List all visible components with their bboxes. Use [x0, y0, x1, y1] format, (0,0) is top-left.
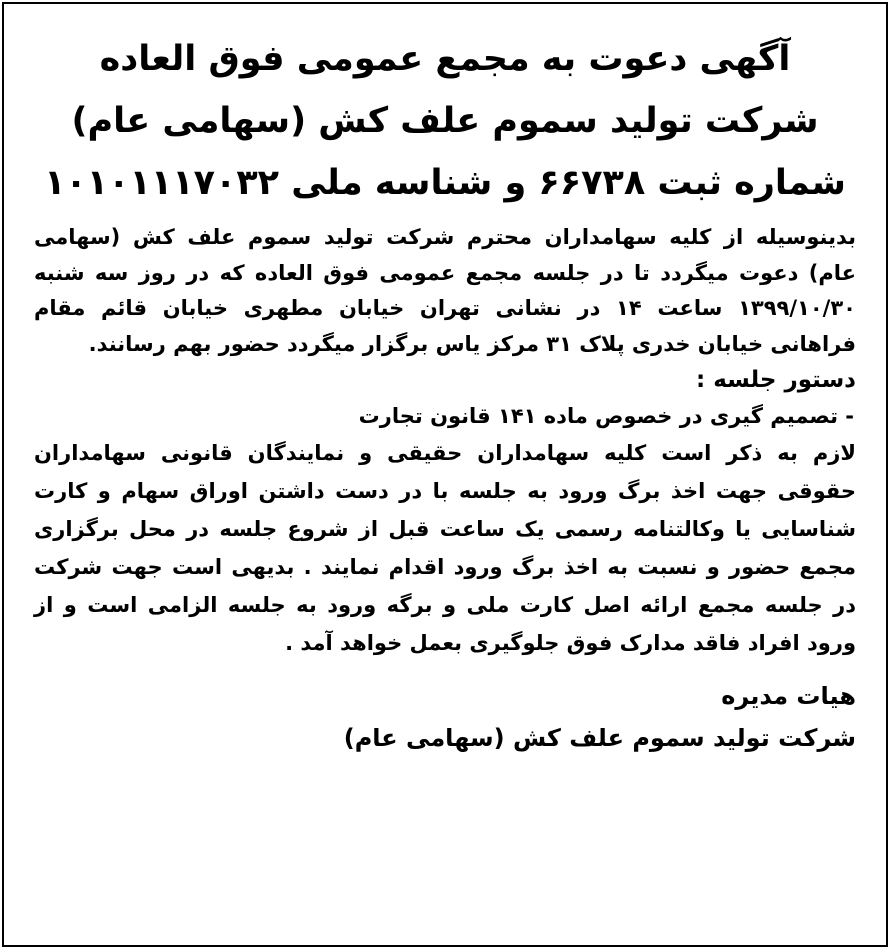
company-name-heading: شرکت تولید سموم علف کش (سهامی عام) [71, 101, 819, 141]
signature-board: هیات مدیره [721, 682, 856, 711]
invitation-paragraph: بدینوسیله از کلیه سهامداران محترم شرکت تولید سموم علف کش (سهامی عام) دعوت میگردد تا در جلسه مجمع عمومی فوق العاده که در روز سه شنبه ۱۳۹۹/۱۰/۳۰ ساعت ۱۴ در نشانی تهران خیابان مطهری خیابان قائم مقام فراهانی خیابان خدری پلاک ۳۱ مرکز یاس برگزار میگردد حضور بهم رسانند. [34, 225, 856, 356]
registration-number-heading: شماره ثبت ۶۶۷۳۸ و شناسه ملی ۱۰۱۰۱۱۱۷۰۳۲ [44, 163, 846, 203]
agenda-title: دستور جلسه : [695, 367, 856, 394]
agenda-item: - تصمیم گیری در خصوص ماده ۱۴۱ قانون تجارت [358, 404, 854, 429]
signature-company: شرکت تولید سموم علف کش (سهامی عام) [343, 724, 856, 753]
notice-title: آگهی دعوت به مجمع عمومی فوق العاده [99, 39, 791, 79]
requirements-paragraph: لازم به ذکر است کلیه سهامداران حقیقی و نمایندگان قانونی سهامداران حقوقی جهت اخذ برگ ورود به جلسه با در دست داشتن اوراق سهام و کارت شناسایی یا وکالتنامه رسمی یک ساعت قبل از شروع جلسه در محل برگزاری مجمع حضور و نسبت به اخذ برگ ورود اقدام نمایند . بدیهی است جهت شرکت در جلسه مجمع ارائه اصل کارت ملی و برگه ورود به جلسه الزامی است و از ورود افراد فاقد مدارک فوق جلوگیری بعمل خواهد آمد . [34, 441, 856, 656]
notice-frame [2, 2, 888, 947]
